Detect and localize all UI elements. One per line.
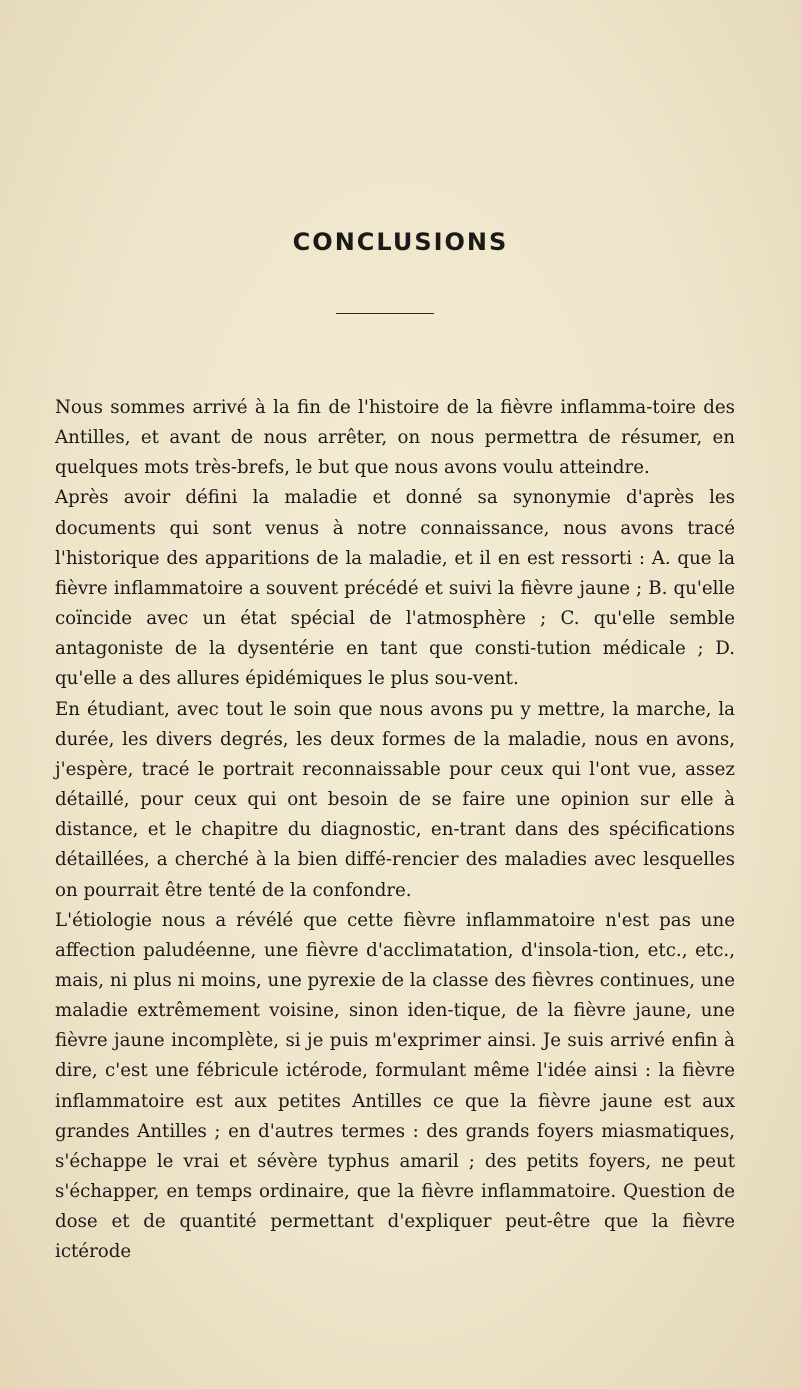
title-divider bbox=[336, 313, 434, 314]
paragraph-3: En étudiant, avec tout le soin que nous avons pu y mettre, la marche, la durée, les divers degrés, les deux formes de la maladie, nous en avons, j'espère, tracé le portrait reconnaissable pour ceux qui l'ont vue, assez détaillé, pour ceux qui ont besoin de se faire une opinion sur elle à distance, et le chapitre du diagnostic, en-trant dans des spécifications détaillées, a cherché à la bien diffé-rencier des maladies avec lesquelles on pourrait être tenté de la confondre. bbox=[55, 698, 735, 901]
paragraph-4: L'étiologie nous a révélé que cette fièvre inflammatoire n'est pas une affection paludéenne, une fièvre d'acclimatation, d'insola-tion, etc., etc., mais, ni plus ni moins, une pyrexie de la classe des fièvres continues, une maladie extrêmement voisine, sinon iden-tique, de la fièvre jaune, une fièvre jaune incomplète, si je puis m'exprimer ainsi. Je suis arrivé enfin à dire, c'est une fébricule ictérode, formulant même l'idée ainsi : la fièvre inflammatoire est aux petites Antilles ce que la fièvre jaune est aux grandes Antilles ; en d'autres termes : des grands foyers miasmatiques, s'échappe le vrai et sévère typhus amaril ; des petits foyers, ne peut s'échapper, en temps ordinaire, que la fièvre inflammatoire. Question de dose et de quantité permettant d'expliquer peut-être que la fièvre ictérode bbox=[55, 909, 735, 1263]
paragraph-1: Nous sommes arrivé à la fin de l'histoire de la fièvre inflamma-toire des Antilles, et avant de nous arrêter, on nous permettra de résumer, en quelques mots très-brefs, le but que nous avons voulu atteindre. bbox=[55, 397, 735, 479]
paragraph-2: Après avoir défini la maladie et donné sa synonymie d'après les documents qui sont venus à notre connaissance, nous avons tracé l'historique des apparitions de la maladie, et il en est ressorti : A. que la fièvre inflammatoire a souvent précédé et suivi la fièvre jaune ; B. qu'elle coïncide avec un état spécial de l'atmosphère ; C. qu'elle semble antagoniste de la dysentérie en tant que consti-tution médicale ; D. qu'elle a des allures épidémiques le plus sou-vent. bbox=[55, 487, 735, 690]
chapter-title: CONCLUSIONS bbox=[292, 228, 509, 256]
body-text bbox=[55, 393, 735, 1268]
